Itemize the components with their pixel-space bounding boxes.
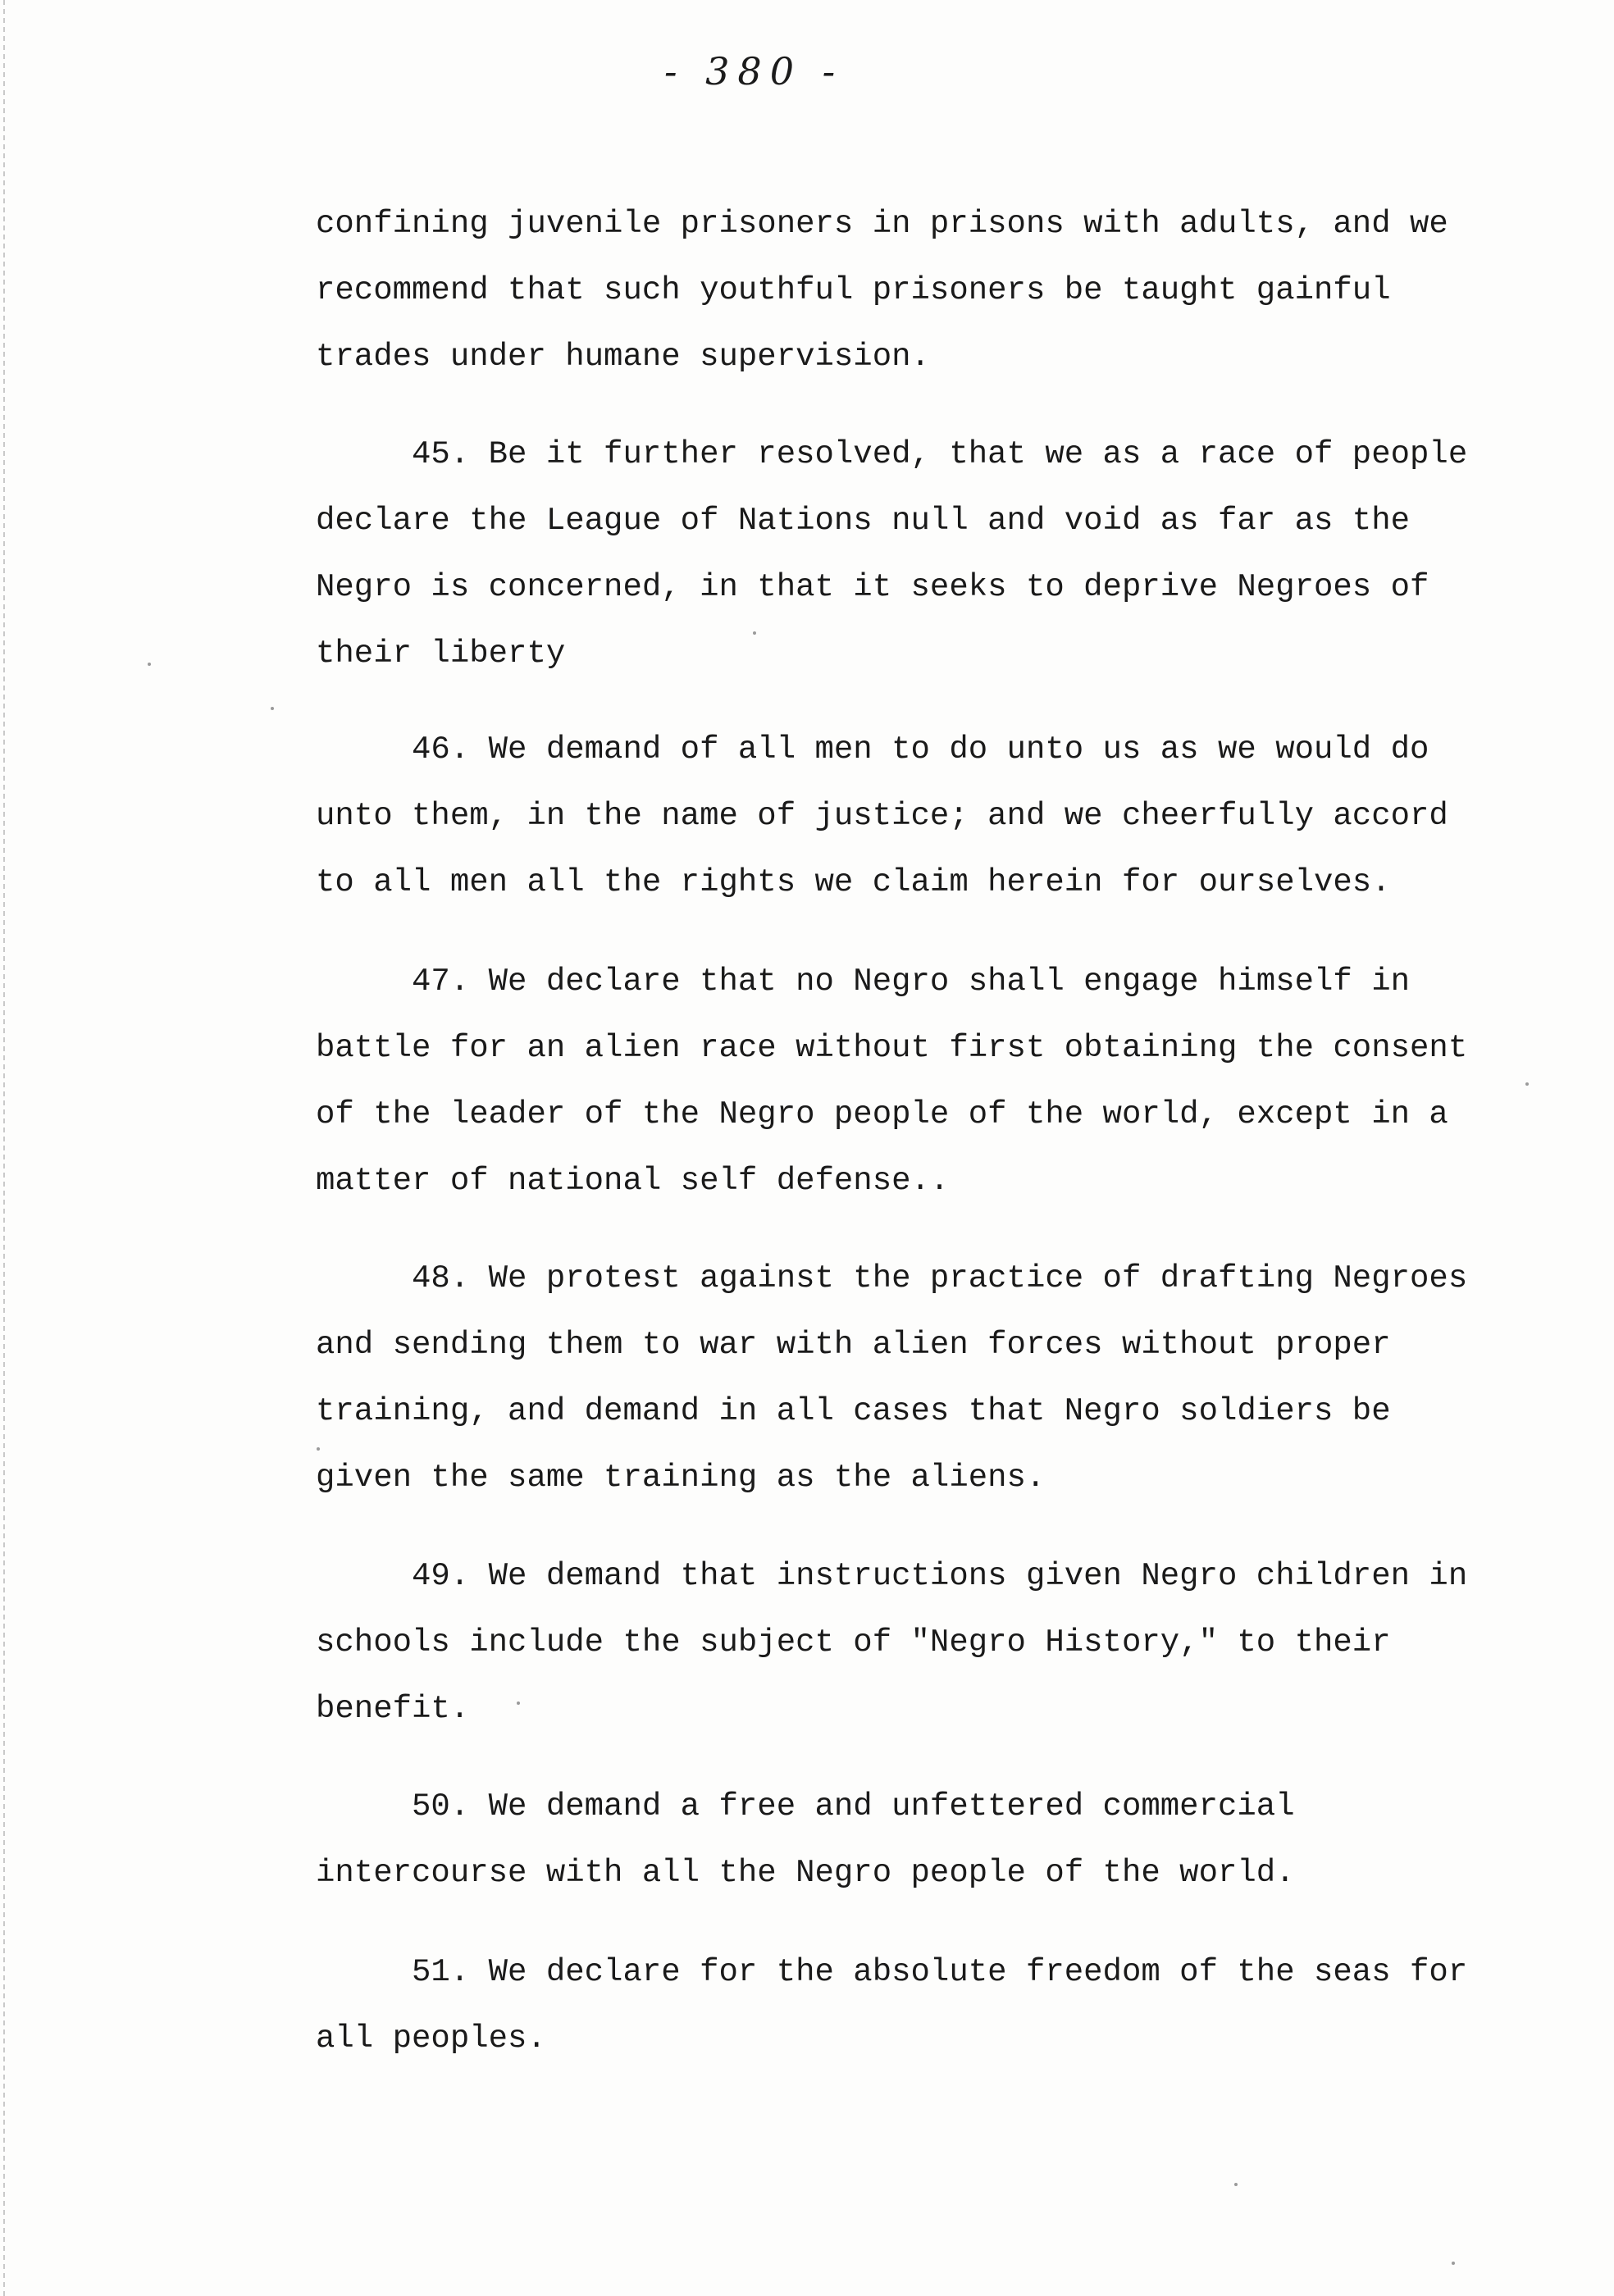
scan-speck bbox=[753, 631, 756, 635]
paragraph-continuation: confining juvenile prisoners in prisons with adults, and we recommend that such youthful prisoners be taught gainful trades under humane supervision. bbox=[316, 206, 1448, 375]
page-number: - 380 - bbox=[664, 49, 844, 93]
scan-speck bbox=[317, 1447, 320, 1451]
paragraph-resolution-48: 48. We protest against the practice of drafting Negroes and sending them to war with alien forces without proper training, and demand in all cases that Negro soldiers be given the same training as the aliens. bbox=[316, 1260, 1468, 1496]
scan-speck bbox=[1525, 1082, 1529, 1086]
paragraph-resolution-45: 45. Be it further resolved, that we as a race of people declare the League of Nations null and void as far as the Negro is concerned, in that it seeks to deprive Negroes of their liberty bbox=[316, 436, 1468, 672]
paragraph-resolution-47: 47. We declare that no Negro shall engage himself in battle for an alien race without first obtaining the consent of the leader of the Negro people of the world, except in a matter of national self defense.. bbox=[316, 963, 1468, 1199]
paragraph-resolution-49: 49. We demand that instructions given Negro children in schools include the subject of "Negro History," to their benefit. bbox=[316, 1558, 1468, 1727]
scan-speck bbox=[148, 663, 151, 666]
scan-speck bbox=[1452, 2262, 1455, 2265]
paragraph-resolution-51: 51. We declare for the absolute freedom of the seas for all peoples. bbox=[316, 1954, 1468, 2057]
scan-speck bbox=[1234, 2183, 1238, 2186]
paragraph-resolution-46: 46. We demand of all men to do unto us as we would do unto them, in the name of justice; and we cheerfully accord to all men all the rights we claim herein for ourselves. bbox=[316, 731, 1448, 900]
scan-edge-line bbox=[3, 0, 5, 2296]
scan-speck bbox=[271, 707, 274, 710]
paragraph-resolution-50: 50. We demand a free and unfettered commercial intercourse with all the Negro people of the world. bbox=[316, 1788, 1295, 1891]
scan-speck bbox=[517, 1702, 520, 1705]
